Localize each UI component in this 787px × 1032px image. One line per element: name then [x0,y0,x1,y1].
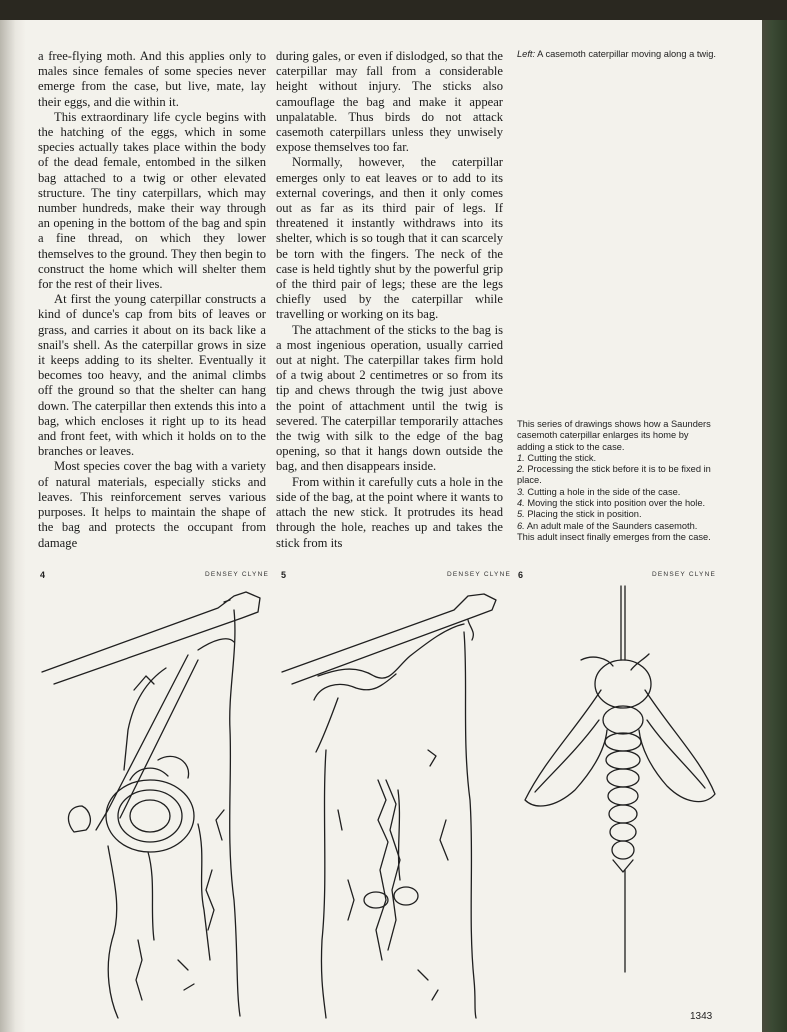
caption-step: 4. Moving the stick into position over the hole. [517,498,706,509]
text-column-2 [276,49,503,551]
caption-series-intro: This series of drawings shows how a Saunders casemoth caterpillar enlarges its home by adding a stick to the case. [517,419,711,452]
caption-left [517,49,722,60]
paragraph: At first the young caterpillar constructs a kind of dunce's cap from bits of leaves or grass, and carries it about on its back like a snail's shell. As the caterpillar grows in size it keeps adding to its shelter. Eventually it becomes too heavy, and the animal climbs off the ground so that the shelter can hang down. The caterpillar then extends this into a bag, which encloses it right up to its head and front feet, with which it holds on to the branches or leaves. [38,292,266,459]
page-number: 1343 [690,1011,713,1022]
book-cover-edge [762,20,787,1032]
figure-credit-4: DENSEY CLYNE [205,571,270,578]
paragraph: From within it carefully cuts a hole in the side of the bag, at the point where it wants to attach the new stick. It protrudes its head through the hole, reaches up and takes the stick from its [276,474,503,550]
drawing-5-stick-on-case [278,580,510,1020]
text-column-1 [38,49,266,551]
caption-step: 1. Cutting the stick. [517,452,597,463]
paragraph: Most species cover the bag with a variety of natural materials, especially sticks and leaves. This reinforcement serves various purposes. It helps to maintain the shape of the bag and protects the occupant from damage [38,459,266,550]
paragraph: a free-flying moth. And this applies only to males since females of some species never emerge from the case, but live, mate, lay their eggs, and die within it. [38,49,266,109]
caption-step: 2. Processing the stick before it is to be fixed in place. [517,464,711,486]
drawing-4-caterpillar-case [38,580,270,1020]
caption-series [517,419,715,543]
paragraph: The attachment of the sticks to the bag is a most ingenious operation, usually carried out at night. The caterpillar takes firm hold of a twig about 2 centimetres or so from its tip and chews through the twig just above the point of attachment until the twig is severed. The caterpillar temporarily attaches the twig with silk to the edge of the bag opening, so that it hangs down outside the bag, and then disappears inside. [276,322,503,474]
figure-credit-5: DENSEY CLYNE [447,571,512,578]
book-edge-top [0,0,787,20]
paragraph: This extraordinary life cycle begins with the hatching of the eggs, which in some species actually takes place within the body of the dead female, entombed in the silken bag attached to a twig or other elevated structure. The tiny caterpillars, which may number hundreds, make their way through an opening in the bottom of the bag and spin a fine thread, on which they lower themselves to the ground. They then begin to construct the home which will shelter them for the rest of their lives. [38,109,266,292]
caption-step: 3. Cutting a hole in the side of the case. [517,486,681,497]
drawing-6-adult-moth [515,580,740,980]
caption-step: 6. An adult male of the Saunders casemoth. This adult insect finally emerges from the case. [517,520,711,542]
caption-left-text: A casemoth caterpillar moving along a twig. [537,49,716,59]
caption-left-prefix: Left: [517,49,536,59]
figure-credit-6: DENSEY CLYNE [652,571,717,578]
paragraph: Normally, however, the caterpillar emerges only to eat leaves or to add to its external coverings, and then it only comes out as far as its third pair of legs. If threatened it instantly withdraws into its shelter, which is so tough that it can scarcely be torn with the fingers. The neck of the case is held tightly shut by the powerful grip of the third pair of legs; these are the legs chiefly used by the caterpillar while travelling or working on its bag. [276,155,503,322]
paragraph: during gales, or even if dislodged, so that the caterpillar may fall from a considerable height without injury. The sticks also camouflage the bag and make it appear unpalatable. Thus birds do not attack casemoth caterpillars unless they unwisely expose themselves too far. [276,49,503,155]
figure-number-4: 4 [40,570,46,580]
figure-number-5: 5 [281,570,287,580]
figure-number-6: 6 [518,570,524,580]
caption-step: 5. Placing the stick in position. [517,509,642,520]
spine-shadow [0,20,26,1032]
